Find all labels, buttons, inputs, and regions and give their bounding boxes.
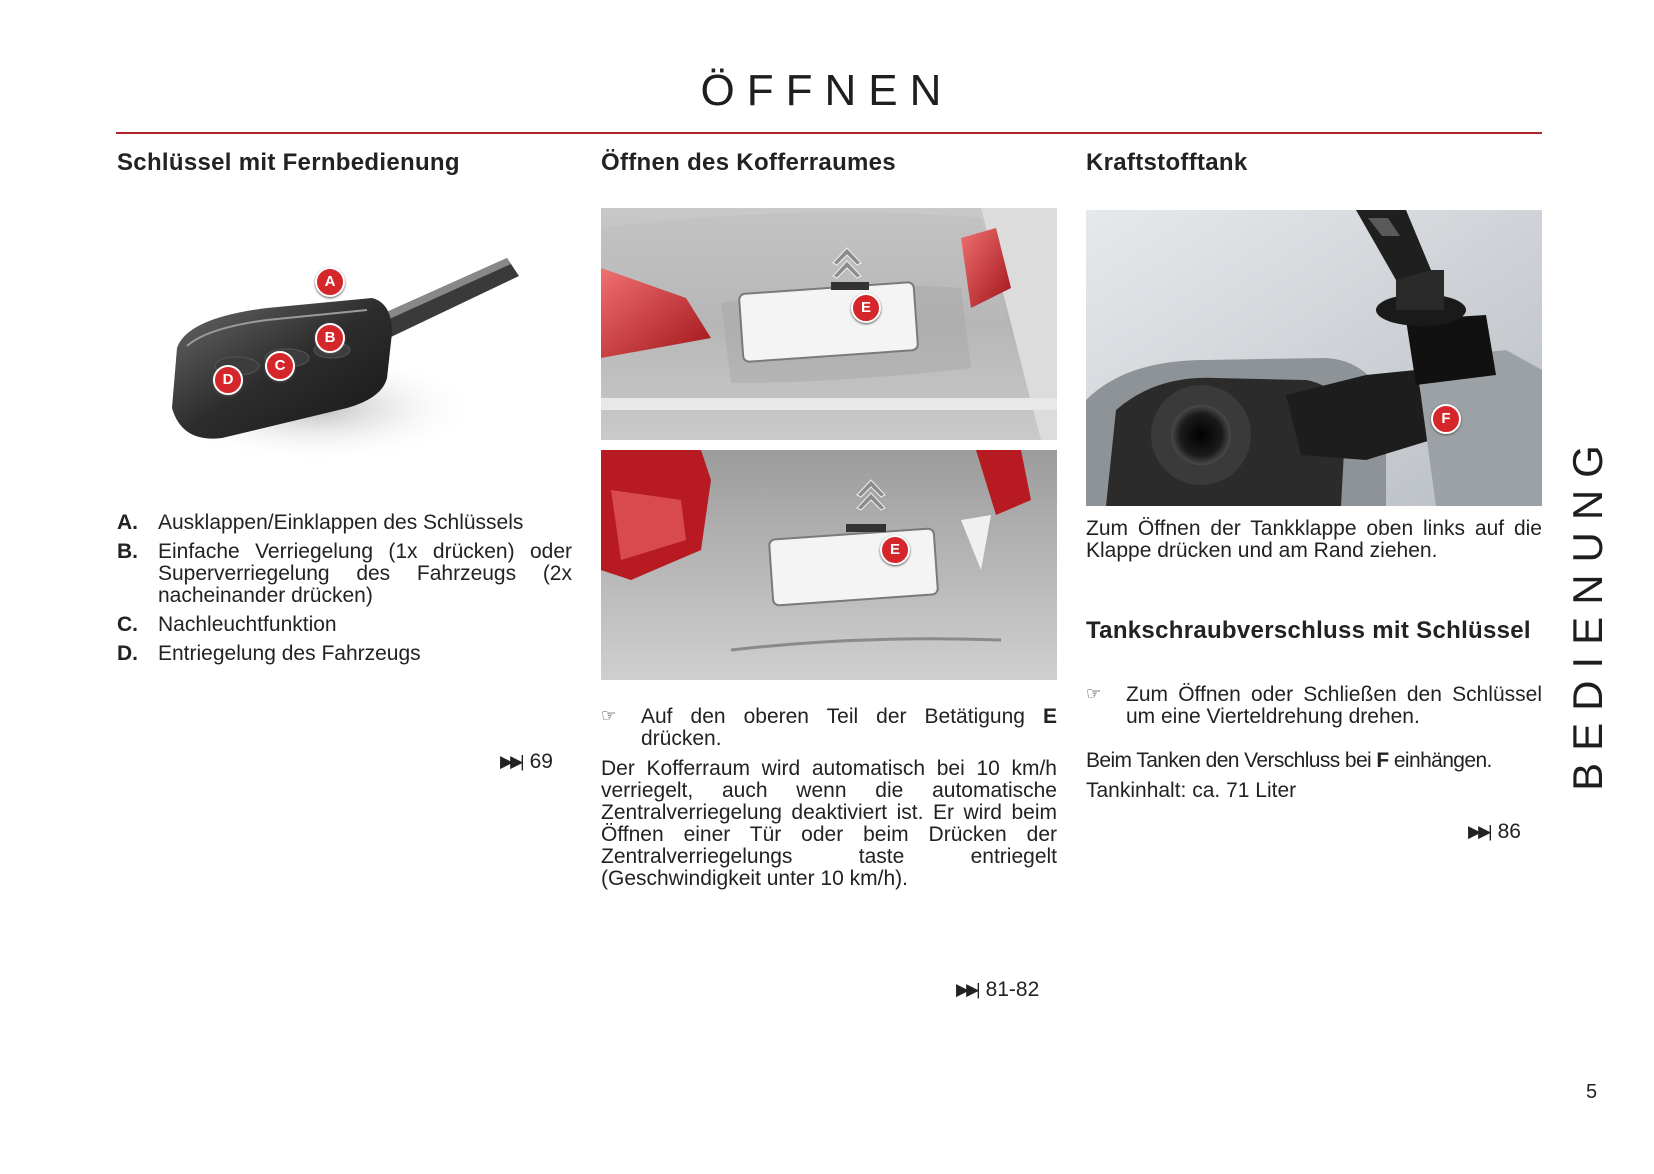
item-text: Nachleuchtfunktion [158,613,337,637]
list-item [117,512,572,534]
reference-page: 69 [529,750,553,773]
fuel-flap-paragraph: Zum Öffnen der Tankklappe oben links auf die Klappe drücken und am Rand ziehen. [1086,517,1542,563]
item-letter: D. [117,642,138,666]
fuel-instruction-text: Zum Öffnen oder Schließen den Schlüssel um eine Vierteldrehung drehen. [1126,683,1542,729]
reference-page: 86 [1497,820,1521,843]
fuel-heading: Kraftstofftank [1086,149,1248,176]
trunk-illustration-bottom [601,450,1057,680]
skip-forward-icon: ▶▶| [956,980,978,999]
callout-b: B [315,323,345,353]
fuel-section [1086,149,1542,843]
item-letter: A. [117,511,138,534]
reference-page: 81-82 [985,978,1040,1001]
key-fob-illustration [147,238,547,488]
fuel-instruction [1086,684,1542,728]
item-letter: B. [117,540,138,564]
callout-a: A [315,267,345,297]
page-title: ÖFFNEN [700,66,954,115]
callout-d: D [213,365,243,395]
title-divider [116,132,1542,134]
page-number: 5 [1586,1081,1598,1103]
page-reference-link[interactable] [1468,820,1521,844]
page-reference-link[interactable] [500,750,553,774]
list-item [117,614,572,636]
trunk-section [601,149,1057,1001]
callout-e-bottom: E [880,535,910,565]
trunk-instruction-text: Auf den oberen Teil der Betätigung E drücken. [641,705,1057,751]
section-side-tab [1558,432,1618,792]
hand-pointer-icon: ☞ [601,706,617,725]
hand-pointer-icon: ☞ [1086,684,1102,703]
side-tab-label: BEDIENUNG [1564,433,1612,791]
fuel-cap-subheading: Tankschraubverschluss mit Schlüssel [1086,617,1531,644]
callout-c: C [265,351,295,381]
fuel-note: Beim Tanken den Verschluss bei F einhängen. [1086,749,1492,772]
trunk-paragraph: Der Kofferraum wird automatisch bei 10 km/h verriegelt, auch wenn die automatische Zentralverriegelung deaktiviert ist. Er wird beim Öffnen einer Tür oder beim Drücken der Zentralverriegelungs taste entriegelt (Geschwindigkeit unter 10 km/h). [601,757,1057,891]
fuel-capacity: Tankinhalt: ca. 71 Liter [1086,779,1297,802]
key-section [117,149,572,773]
callout-f: F [1431,404,1461,434]
key-functions-list [117,512,572,672]
item-text: Entriegelung des Fahrzeugs [158,642,421,666]
trunk-instruction [601,706,1057,750]
fuel-cap-illustration [1086,210,1542,506]
skip-forward-icon: ▶▶| [1468,822,1490,841]
trunk-heading: Öffnen des Kofferraumes [601,149,896,176]
trunk-illustration-top [601,208,1057,440]
callout-e-top: E [851,293,881,323]
list-item [117,541,572,607]
skip-forward-icon: ▶▶| [500,752,522,771]
item-text: Einfache Verriegelung (1x drücken) oder Superverriegelung des Fahrzeugs (2x nacheinander drücken) [158,540,572,608]
page-reference-link[interactable] [956,978,1039,1002]
item-text: Ausklappen/Einklappen des Schlüssels [158,511,524,534]
key-heading: Schlüssel mit Fernbedienung [117,149,460,176]
item-letter: C. [117,613,138,637]
list-item [117,643,572,665]
